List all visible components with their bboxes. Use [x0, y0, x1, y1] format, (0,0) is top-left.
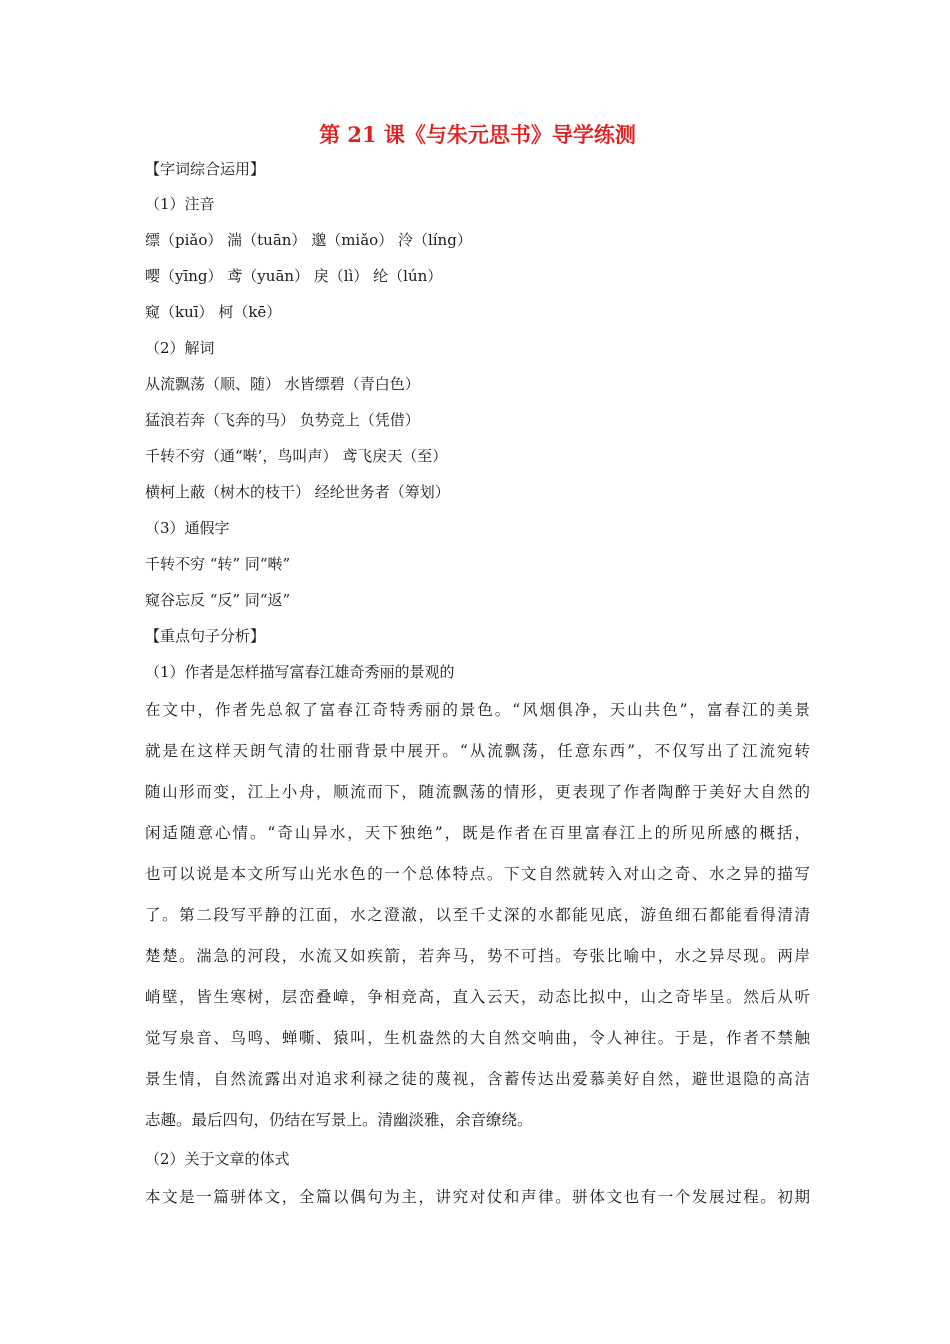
paragraph-line: 觉写泉音、鸟鸣、蝉嘶、猿叫，生机盎然的大自然交响曲，令人神往。于是，作者不禁触: [145, 1029, 810, 1047]
paragraph-line: 峭壁，皆生寒树，层峦叠嶂，争相竞高，直入云天，动态比拟中，山之奇毕呈。然后从听: [145, 988, 810, 1006]
subheading-word-meaning: （2）解词: [145, 339, 215, 357]
paragraph-line: 就是在这样天朗气清的壮丽背景中展开。“从流飘荡，任意东西”，不仅写出了江流宛转: [145, 742, 810, 760]
paragraph-line: 景生情，自然流露出对追求利禄之徒的蔑视，含蓄传达出爱慕美好自然，避世退隐的高洁: [145, 1070, 810, 1088]
paragraph-line: 楚楚。湍急的河段，水流又如疾箭，若奔马，势不可挡。夸张比喻中，水之异尽现。两岸: [145, 947, 810, 965]
paragraph-line: 随山形而变，江上小舟，顺流而下，随流飘荡的情形，更表现了作者陶醉于美好大自然的: [145, 783, 810, 801]
question-heading-2: （2）关于文章的体式: [145, 1150, 290, 1168]
pinyin-line: 缥（piǎo） 湍（tuān） 邈（miǎo） 泠（líng）: [145, 231, 472, 249]
tongjia-line: 窥谷忘反 “反” 同“返”: [145, 591, 291, 609]
page-title: 第 21 课《与朱元思书》导学练测: [319, 122, 636, 147]
paragraph-line: 闲适随意心情。“奇山异水，天下独绝”，既是作者在百里富春江上的所见所感的概括，: [145, 824, 810, 842]
subheading-pinyin: （1）注音: [145, 195, 215, 213]
paragraph-line: 在文中，作者先总叙了富春江奇特秀丽的景色。“风烟俱净，天山共色”，富春江的美景: [145, 701, 810, 719]
word-meaning-line: 猛浪若奔（飞奔的马） 负势竞上（凭借）: [145, 411, 420, 429]
paragraph-line: 志趣。最后四句，仍结在写景上。清幽淡雅，余音缭绕。: [145, 1111, 533, 1129]
word-meaning-line: 千转不穷（通“啭’，鸟叫声） 鸢飞戾天（至）: [145, 447, 448, 465]
pinyin-line: 窥（kuī） 柯（kē）: [145, 303, 282, 321]
paragraph-line: 也可以说是本文所写山光水色的一个总体特点。下文自然就转入对山之奇、水之异的描写: [145, 865, 810, 883]
word-meaning-line: 从流飘荡（顺、随） 水皆缥碧（青白色）: [145, 375, 420, 393]
section-heading-vocabulary: 【字词综合运用】: [145, 160, 266, 178]
subheading-tongjia: （3）通假字: [145, 519, 230, 537]
question-heading-1: （1）作者是怎样描写富春江雄奇秀丽的景观的: [145, 663, 455, 681]
paragraph-line: 了。第二段写平静的江面，水之澄澈，以至千丈深的水都能见底，游鱼细石都能看得清清: [145, 906, 810, 924]
pinyin-line: 嘤（yīng） 鸢（yuān） 戾（lì） 纶（lún）: [145, 267, 443, 285]
paragraph-line: 本文是一篇骈体文，全篇以偶句为主，讲究对仗和声律。骈体文也有一个发展过程。初期: [145, 1188, 810, 1206]
section-heading-key-sentences: 【重点句子分析】: [145, 627, 266, 645]
tongjia-line: 千转不穷 “转” 同“啭”: [145, 555, 291, 573]
word-meaning-line: 横柯上蔽（树木的枝干） 经纶世务者（筹划）: [145, 483, 450, 501]
document-page: [145, 118, 810, 1218]
